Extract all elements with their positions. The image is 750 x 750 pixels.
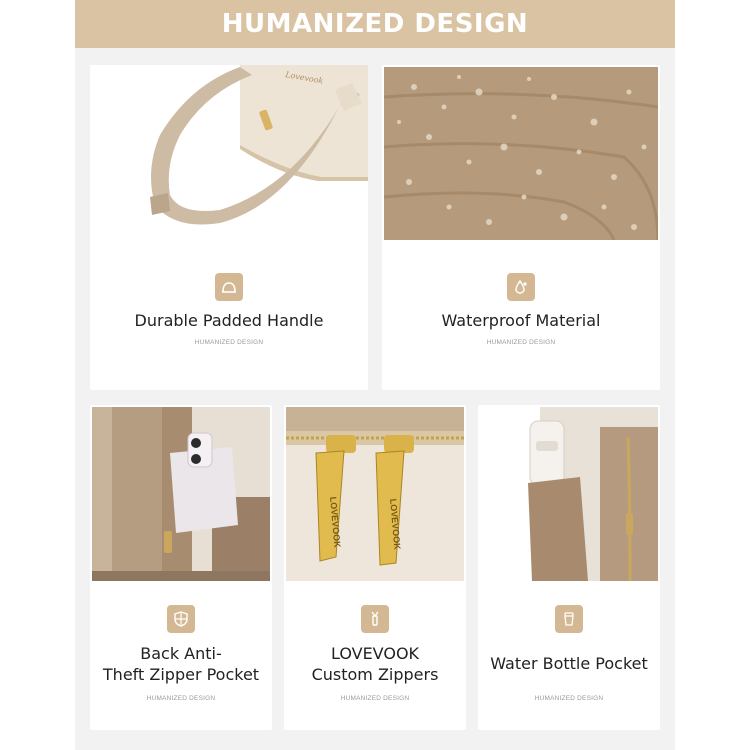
shield-icon — [172, 610, 190, 628]
zipper-pull-icon-tile — [361, 605, 389, 633]
water-drop-icon-tile — [507, 273, 535, 301]
waterproof-fabric-photo — [384, 67, 658, 240]
feature-title-line2: Theft Zipper Pocket — [102, 665, 260, 684]
feature-card-zippers — [284, 405, 466, 730]
feature-card-waterproof — [382, 65, 660, 390]
bottle-pocket-photo — [480, 407, 658, 581]
feature-subtitle: HUMANIZED DESIGN — [194, 339, 264, 346]
feature-subtitle: HUMANIZED DESIGN — [534, 695, 604, 702]
banner-title: HUMANIZED DESIGN — [221, 9, 529, 39]
handle-logo: Lovevook — [284, 70, 325, 86]
zipper-brand-left: LOVEVOOK — [328, 496, 343, 548]
zipper-brand-right: LOVEVOOK — [388, 498, 403, 550]
feature-subtitle: HUMANIZED DESIGN — [146, 695, 216, 702]
feature-subtitle: HUMANIZED DESIGN — [486, 339, 556, 346]
feature-title: Waterproof Material — [441, 311, 601, 330]
handle-icon-tile — [215, 273, 243, 301]
cup-icon — [560, 610, 578, 628]
feature-title: Durable Padded Handle — [134, 311, 324, 330]
cup-icon-tile — [555, 605, 583, 633]
zipper-pull-icon — [366, 610, 384, 628]
feature-title-line2: Custom Zippers — [311, 665, 439, 684]
feature-card-bottle-pocket — [478, 405, 660, 730]
shield-icon-tile — [167, 605, 195, 633]
feature-card-handle — [90, 65, 368, 390]
banner — [75, 0, 675, 48]
feature-title-line1: Back Anti- — [140, 644, 222, 663]
anti-theft-pocket-photo — [92, 407, 270, 581]
handle-icon — [220, 278, 238, 296]
feature-subtitle: HUMANIZED DESIGN — [340, 695, 410, 702]
feature-title: Water Bottle Pocket — [490, 654, 648, 673]
feature-title-line1: LOVEVOOK — [330, 644, 420, 663]
water-drop-icon — [512, 278, 530, 296]
handle-photo — [90, 65, 368, 243]
feature-card-anti-theft — [90, 405, 272, 730]
zippers-photo — [286, 407, 464, 581]
